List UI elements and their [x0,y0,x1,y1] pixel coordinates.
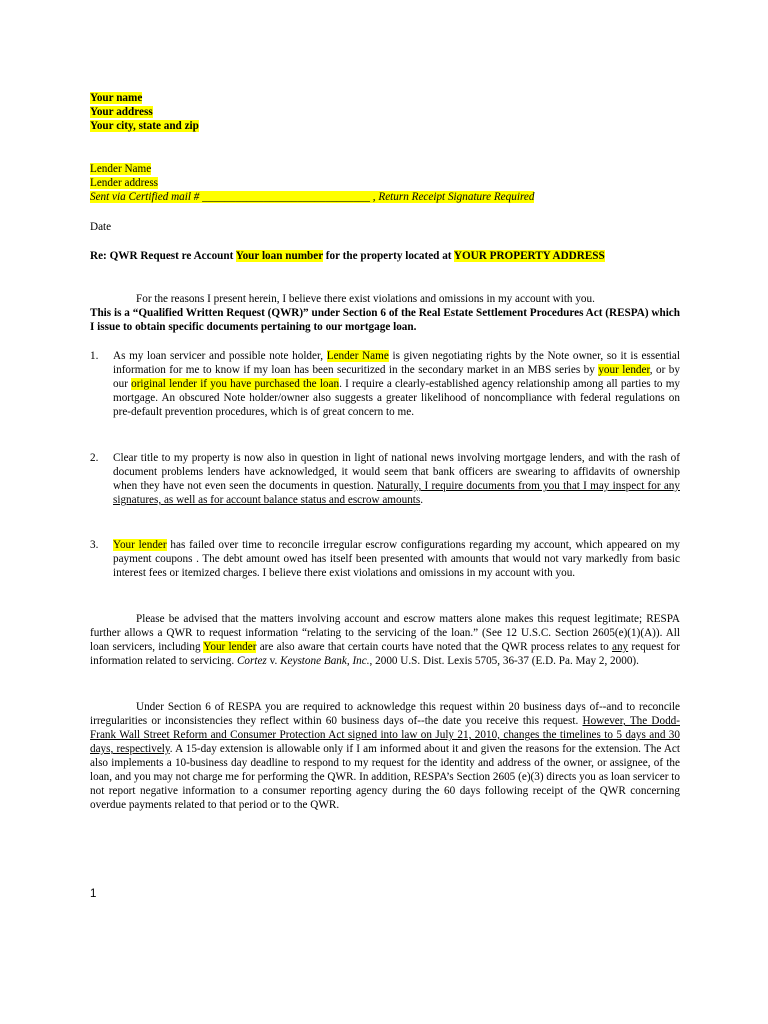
item-text [113,349,680,419]
sender-address: Your address [90,106,153,118]
item-text-part: As my loan servicer and possible note holder, [113,350,327,362]
item-text-part: is given negotiating rights by the Note owner, so it is essential information for me to know if my loan has been securitized in the secondary market in an MBS series by [113,350,680,376]
section6-paragraph [90,700,680,812]
item-number: 3. [90,539,99,551]
section6-text [90,700,680,812]
highlight-your-lender: Your lender [113,539,167,551]
item-text [113,451,680,507]
para-text-part: Please be advised that the matters involving account and escrow matters alone makes this request legitimate; RESPA further allows a QWR to request information “relating to the servicing of the loan.” (See 12 U.S.C. Section 2605(e)(1)(A)). All loan servicers, including [90,613,680,653]
para-text-part: Under Section 6 of RESPA you are required to acknowledge this request within 20 business days of--and to reconcile irregularities or inconsistencies they reflect within 60 business days of--the date you receive this request. [90,701,680,727]
para-text-part: . A 15-day extension is allowable only if I am informed about it and given the reasons for the extension. The Act also implements a 10-business day deadline to respond to my request for the identity and address of the owner, or assignee, of the loan, and you may not charge me for performing the QWR. In addition, RESPA’s Section 2605 (e)(3) directs you as loan servicer to not report negative information to a consumer reporting agency during the 60 days following receipt of the QWR concerning overdue payments related to that period or to the QWR. [90,743,680,811]
qwr-statement: This is a “Qualified Written Request (QWR)” under Section 6 of the Real Estate Settlement Procedures Act (RESPA) which I issue to obtain specific documents pertaining to our mortgage loan. [90,307,680,333]
advised-text [90,612,680,668]
sender-name: Your name [90,92,143,104]
intro-paragraph [90,292,680,334]
item-text-part: . [420,494,424,506]
para-text-part: v. [266,655,281,667]
page-number: 1 [90,888,97,900]
highlight-original-lender: original lender if you have purchased the loan [131,378,340,390]
re-middle: for the property located at [322,250,454,262]
case-name-cortez: Cortez [236,655,267,667]
item-text-part: has failed over time to reconcile irregular escrow configurations regarding my account, which appeared on my payment coupons . The debt amount owed has itself been presented with amounts that would not vary markedly from basic interest fees or itemized charges. I believe there exist violations and omissions in my account with you. [113,539,680,579]
loan-number: Your loan number [235,250,323,262]
list-item [90,451,680,507]
highlight-lender-name: Lender Name [326,350,389,362]
certified-mail-number: Sent via Certified mail # ______________________________ [90,191,373,203]
item-number: 2. [90,452,99,464]
para-text-part: , 2000 U.S. Dist. Lexis 5705, 36-37 (E.D. Pa. May 2, 2000). [369,655,639,667]
item-text-part: Clear title to my property is now also in question in light of national news involving mortgage lenders, and with the rash of document problems lenders have acknowledged, it would seem that bank officers are swearing to affidavits of ownership when they have not even seen the documents in question. [113,452,680,492]
re-line [90,249,690,263]
underlined-dodd-frank: However, The Dodd-Frank Wall Street Reform and Consumer Protection Act signed into law on July 21, 2010, changes the timelines to 5 days and 30 days, respectively [90,715,680,755]
underlined-any: any [612,641,629,653]
lender-address: Lender address [90,177,159,189]
list-item [90,349,680,419]
recipient-block [90,162,680,204]
lender-name: Lender Name [90,163,152,175]
para-text-part: request for information related to servicing. [90,641,680,667]
sender-city: Your city, state and zip [90,120,199,132]
item-text [113,538,680,580]
certified-mail-line [90,191,534,203]
item-text-part: , or by our [113,364,680,390]
para-text-part: are also aware that certain courts have noted that the QWR process relates to [256,641,612,653]
highlight-your-lender: Your lender [203,641,257,653]
intro-line: For the reasons I present herein, I believe there exist violations and omissions in my account with you. [136,293,595,305]
sender-block [90,91,680,133]
item-number: 1. [90,350,99,362]
advised-paragraph [90,612,680,668]
underlined-request: Naturally, I require documents from you that I may inspect for any signatures, as well as for account balance status and escrow amounts [113,480,680,506]
property-address: YOUR PROPERTY ADDRESS [453,250,605,262]
return-receipt-note: , Return Receipt Signature Required [372,191,535,203]
highlight-your-lender: your lender [598,364,650,376]
item-text-part: . I require a clearly-established agency relationship among all parties to my mortgage. An obscured Note holder/owner also suggests a greater likelihood of noncompliance with federal regulations on pre-default prevention procedures, which is of great concern to me. [113,378,680,418]
list-item [90,538,680,580]
case-name-keystone: Keystone Bank, Inc. [280,655,370,667]
re-prefix: Re: QWR Request re Account [90,250,236,262]
date-line: Date [90,221,112,233]
